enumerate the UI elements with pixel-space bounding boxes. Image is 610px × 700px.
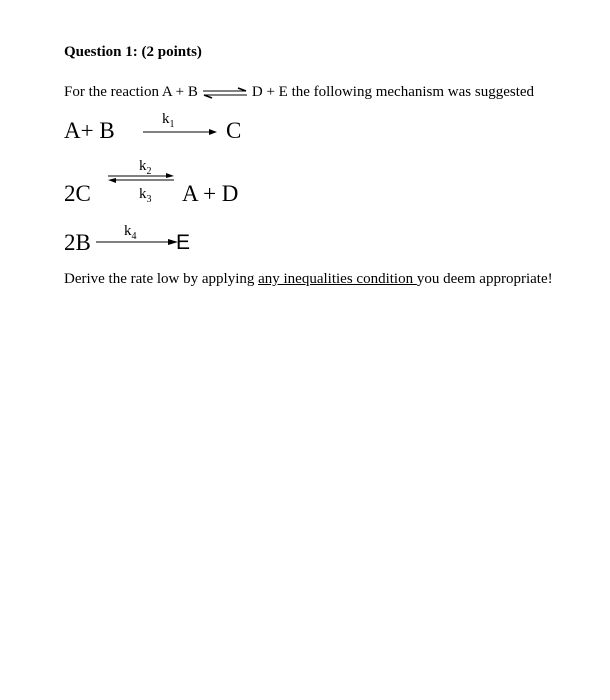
step3-product: E — [176, 231, 191, 254]
equilibrium-arrow-icon — [104, 170, 178, 186]
instruction-before: Derive the rate low by applying — [64, 271, 259, 287]
step2-reactant: 2C — [64, 181, 91, 206]
step1-reactants: A+ B — [64, 118, 115, 143]
forward-arrow-icon — [143, 127, 217, 137]
reaction-suffix: D + E the following mechanism was suggested — [251, 84, 535, 100]
step1-product: C — [226, 118, 242, 143]
instruction-text — [64, 271, 553, 288]
step2-products: A + D — [182, 181, 239, 206]
step3-reactant: 2B — [64, 230, 91, 255]
instruction-underlined: any inequalities condition — [258, 271, 417, 287]
forward-arrow-icon — [96, 236, 178, 248]
instruction-after: you deem appropriate! — [416, 271, 553, 287]
step3-rate-constant: $k_4$ — [124, 223, 137, 242]
question-title: Question 1: (2 points) — [64, 44, 202, 60]
step1-rate-constant: $k_1$ — [162, 111, 175, 130]
equilibrium-arrow-icon — [202, 87, 248, 99]
reaction-prefix: For the reaction A + B — [64, 84, 198, 100]
step2-forward-constant: $k_2$ — [139, 158, 152, 177]
reaction-statement — [64, 84, 534, 101]
step2-reverse-constant: $k_3$ — [139, 186, 152, 205]
